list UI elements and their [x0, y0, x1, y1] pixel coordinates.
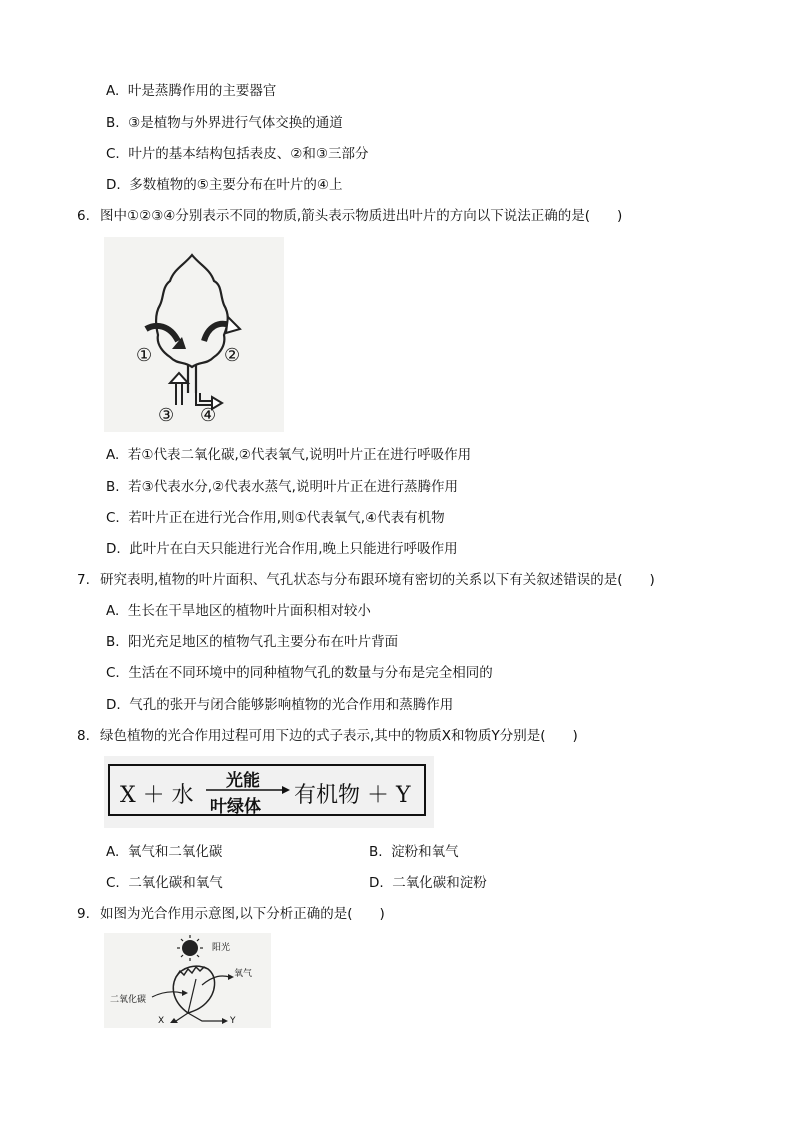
option-letter: A. — [106, 83, 120, 99]
option-text: 若叶片正在进行光合作用,则①代表氧气,④代表有机物 — [128, 510, 445, 526]
q5-option-a[interactable] — [106, 82, 276, 100]
label-x: X — [158, 1016, 165, 1026]
formula-products: 有机物 ＋ Y — [294, 783, 411, 808]
q7-option-c[interactable] — [106, 664, 493, 682]
option-text: 生活在不同环境中的同种植物气孔的数量与分布是完全相同的 — [128, 665, 493, 681]
photosynthesis-diagram-icon — [104, 933, 271, 1028]
figure-label-3: ③ — [158, 405, 175, 426]
formula-box — [108, 764, 426, 816]
option-text: 氧气和二氧化碳 — [127, 844, 223, 860]
q6-stem: 图中①②③④分别表示不同的物质,箭头表示物质进出叶片的方向以下说法正确的是( ) — [100, 208, 623, 224]
option-letter: C. — [106, 665, 120, 681]
q6-option-a[interactable] — [106, 446, 471, 464]
option-letter: B. — [106, 479, 120, 495]
option-text: 若①代表二氧化碳,②代表氧气,说明叶片正在进行呼吸作用 — [127, 447, 472, 463]
photosynthesis-formula — [104, 756, 434, 828]
q9-number: 9. — [77, 906, 90, 922]
option-letter: B. — [106, 634, 120, 650]
q7-number: 7. — [77, 572, 90, 588]
option-text: ③是植物与外界进行气体交换的通道 — [128, 115, 343, 131]
q8-stem: 绿色植物的光合作用过程可用下边的式子表示,其中的物质X和物质Y分别是( ) — [100, 728, 578, 744]
option-text: 阳光充足地区的植物气孔主要分布在叶片背面 — [128, 634, 399, 650]
q7-option-b[interactable] — [106, 633, 398, 651]
q8-option-d[interactable] — [369, 874, 487, 892]
option-letter: C. — [106, 510, 120, 526]
q5-option-d[interactable] — [106, 176, 343, 194]
q9-photosynthesis-figure — [104, 933, 271, 1028]
label-oxygen: 氧气 — [234, 969, 253, 979]
figure-label-1: ① — [136, 345, 153, 366]
q6-option-d[interactable] — [106, 540, 458, 558]
q7-stem: 研究表明,植物的叶片面积、气孔状态与分布跟环境有密切的关系以下有关叙述错误的是( ) — [100, 572, 655, 588]
q5-option-b[interactable] — [106, 114, 343, 132]
leaf-diagram-icon — [104, 237, 284, 432]
option-text: 多数植物的⑤主要分布在叶片的④上 — [129, 177, 343, 193]
q6-option-c[interactable] — [106, 509, 445, 527]
option-letter: C. — [106, 146, 120, 162]
option-text: 二氧化碳和氧气 — [128, 875, 223, 891]
q7-option-a[interactable] — [106, 602, 371, 620]
option-letter: D. — [106, 177, 121, 193]
q8-option-a[interactable] — [106, 843, 222, 861]
q8-option-b[interactable] — [369, 843, 459, 861]
formula-condition-chloroplast: 叶绿体 — [210, 797, 261, 817]
option-text: 此叶片在白天只能进行光合作用,晚上只能进行呼吸作用 — [129, 541, 458, 557]
option-letter: D. — [106, 697, 121, 713]
figure-label-2: ② — [224, 345, 241, 366]
label-y: Y — [230, 1016, 236, 1026]
formula-reactants: X ＋ 水 — [120, 783, 194, 808]
figure-label-4: ④ — [200, 405, 217, 426]
q8-number: 8. — [77, 728, 90, 744]
option-letter: A. — [106, 603, 120, 619]
option-text: 叶是蒸腾作用的主要器官 — [127, 83, 277, 99]
label-sunlight: 阳光 — [212, 943, 231, 953]
option-letter: A. — [106, 844, 120, 860]
option-text: 气孔的张开与闭合能够影响植物的光合作用和蒸腾作用 — [129, 697, 454, 713]
option-text: 叶片的基本结构包括表皮、②和③三部分 — [128, 146, 369, 162]
option-text: 若③代表水分,②代表水蒸气,说明叶片正在进行蒸腾作用 — [128, 479, 458, 495]
q6-option-b[interactable] — [106, 478, 458, 496]
option-letter: D. — [369, 875, 384, 891]
option-text: 二氧化碳和淀粉 — [392, 875, 487, 891]
formula-condition-light: 光能 — [226, 771, 260, 791]
option-letter: C. — [106, 875, 120, 891]
q5-option-c[interactable] — [106, 145, 369, 163]
option-text: 生长在干旱地区的植物叶片面积相对较小 — [127, 603, 371, 619]
q6-leaf-figure — [104, 237, 284, 432]
option-letter: B. — [369, 844, 383, 860]
q8-option-c[interactable] — [106, 874, 223, 892]
option-letter: B. — [106, 115, 120, 131]
q7-option-d[interactable] — [106, 696, 453, 714]
q6-number: 6. — [77, 208, 90, 224]
option-text: 淀粉和氧气 — [391, 844, 459, 860]
option-letter: D. — [106, 541, 121, 557]
label-carbon-dioxide: 二氧化碳 — [110, 995, 147, 1005]
q9-stem: 如图为光合作用示意图,以下分析正确的是( ) — [100, 906, 385, 922]
option-letter: A. — [106, 447, 120, 463]
